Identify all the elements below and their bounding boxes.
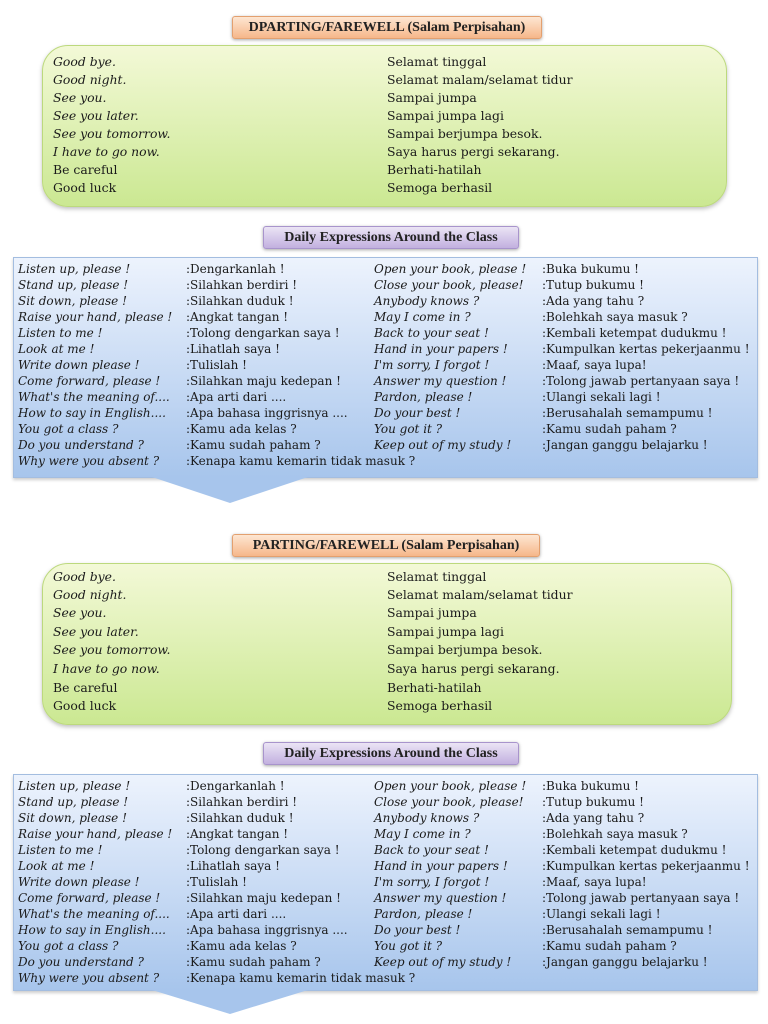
expression-row (14, 922, 757, 938)
expression-indonesian: :Silahkan berdiri ! (186, 278, 298, 292)
expression-row (14, 970, 757, 986)
farewell-english: Be careful (53, 162, 118, 177)
expression-english: What's the meaning of.... (18, 907, 170, 921)
expression-indonesian: :Kenapa kamu kemarin tidak masuk ? (186, 454, 416, 468)
farewell-indonesian: Selamat tinggal (387, 569, 487, 584)
farewell-row (43, 679, 731, 697)
expression-english: Stand up, please ! (18, 278, 129, 292)
expression-row (14, 453, 757, 469)
farewell-row (43, 161, 726, 179)
expression-english: Write down please ! (18, 358, 140, 372)
farewell-english: Good bye. (53, 569, 116, 584)
expression-row (14, 858, 757, 874)
expression-row (14, 405, 757, 421)
expression-indonesian: :Silahkan duduk ! (186, 294, 294, 308)
farewell-row (43, 604, 731, 622)
expression-indonesian: :Dengarkanlah ! (186, 262, 285, 276)
expression-indonesian: :Jangan ganggu belajarku ! (542, 955, 708, 969)
farewell-indonesian: Selamat malam/selamat tidur (387, 72, 573, 87)
farewell-indonesian: Selamat tinggal (387, 54, 487, 69)
expression-english: Listen up, please ! (18, 262, 131, 276)
expression-indonesian: :Tutup bukumu ! (542, 795, 644, 809)
expression-english: Stand up, please ! (18, 795, 129, 809)
farewell-row (43, 179, 726, 197)
farewell-row (43, 89, 726, 107)
expression-indonesian: :Maaf, saya lupa! (542, 358, 647, 372)
expression-english: You got it ? (374, 422, 443, 436)
expression-english: Keep out of my study ! (374, 438, 512, 452)
farewell-indonesian: Semoga berhasil (387, 698, 493, 713)
expression-english: Why were you absent ? (18, 971, 160, 985)
farewell-english: Be careful (53, 680, 118, 695)
expression-english: Open your book, please ! (374, 779, 527, 793)
expression-row (14, 794, 757, 810)
farewell-row (43, 53, 726, 71)
expression-indonesian: :Tolong dengarkan saya ! (186, 326, 340, 340)
farewell-row (43, 623, 731, 641)
expression-row (14, 842, 757, 858)
expression-english: You got a class ? (18, 422, 119, 436)
expression-row (14, 293, 757, 309)
expression-english: Hand in your papers ! (374, 342, 508, 356)
farewell-indonesian: Saya harus pergi sekarang. (387, 661, 560, 676)
expression-english: Answer my question ! (374, 374, 507, 388)
farewell-title: PARTING/FAREWELL (Salam Perpisahan) (232, 534, 540, 557)
expression-indonesian: :Silahkan maju kedepan ! (186, 374, 341, 388)
expression-indonesian: :Kembali ketempat dudukmu ! (542, 326, 727, 340)
expression-row (14, 874, 757, 890)
farewell-indonesian: Saya harus pergi sekarang. (387, 144, 560, 159)
expression-row (14, 341, 757, 357)
farewell-row (43, 660, 731, 678)
expression-indonesian: :Tolong jawab pertanyaan saya ! (542, 891, 740, 905)
expression-indonesian: :Ada yang tahu ? (542, 294, 645, 308)
farewell-english: Good night. (53, 587, 127, 602)
expression-indonesian: :Lihatlah saya ! (186, 859, 280, 873)
expression-row (14, 954, 757, 970)
callout-pointer (152, 477, 308, 503)
farewell-indonesian: Sampai jumpa (387, 605, 477, 620)
farewell-row (43, 641, 731, 659)
callout-pointer (152, 990, 308, 1014)
farewell-indonesian: Sampai jumpa (387, 90, 477, 105)
farewell-indonesian: Berhati-hatilah (387, 680, 482, 695)
expression-row (14, 890, 757, 906)
expression-row (14, 389, 757, 405)
expression-indonesian: :Tulislah ! (186, 875, 247, 889)
expression-indonesian: :Ada yang tahu ? (542, 811, 645, 825)
farewell-row (43, 697, 731, 715)
farewell-english: See you tomorrow. (53, 642, 171, 657)
expression-indonesian: :Kembali ketempat dudukmu ! (542, 843, 727, 857)
expression-english: Look at me ! (18, 342, 95, 356)
farewell-row (43, 143, 726, 161)
daily-expressions-box (13, 257, 758, 478)
farewell-english: Good luck (53, 698, 117, 713)
expression-indonesian: :Berusahalah semampumu ! (542, 923, 713, 937)
expression-indonesian: :Apa bahasa inggrisnya .... (186, 923, 348, 937)
expression-indonesian: :Tutup bukumu ! (542, 278, 644, 292)
expression-english: You got a class ? (18, 939, 119, 953)
expression-english: Back to your seat ! (374, 326, 489, 340)
expression-english: Sit down, please ! (18, 294, 127, 308)
expression-english: Keep out of my study ! (374, 955, 512, 969)
expression-indonesian: :Berusahalah semampumu ! (542, 406, 713, 420)
expression-indonesian: :Dengarkanlah ! (186, 779, 285, 793)
farewell-english: I have to go now. (53, 661, 160, 676)
expression-indonesian: :Buka bukumu ! (542, 262, 639, 276)
expression-indonesian: :Apa bahasa inggrisnya .... (186, 406, 348, 420)
expression-indonesian: :Silahkan berdiri ! (186, 795, 298, 809)
expression-indonesian: :Bolehkah saya masuk ? (542, 310, 688, 324)
expression-indonesian: :Silahkan maju kedepan ! (186, 891, 341, 905)
expression-english: Close your book, please! (374, 795, 524, 809)
farewell-english: Good night. (53, 72, 127, 87)
expression-row (14, 325, 757, 341)
farewell-english: See you. (53, 605, 107, 620)
expression-indonesian: :Kumpulkan kertas pekerjaanmu ! (542, 859, 750, 873)
expression-english: Raise your hand, please ! (18, 827, 173, 841)
farewell-english: I have to go now. (53, 144, 160, 159)
expression-english: Answer my question ! (374, 891, 507, 905)
farewell-english: Good bye. (53, 54, 116, 69)
expression-row (14, 437, 757, 453)
expression-english: I'm sorry, I forgot ! (374, 358, 490, 372)
expression-indonesian: :Kenapa kamu kemarin tidak masuk ? (186, 971, 416, 985)
expression-english: Listen to me ! (18, 326, 103, 340)
expression-indonesian: :Tolong dengarkan saya ! (186, 843, 340, 857)
expression-row (14, 277, 757, 293)
expression-indonesian: :Kumpulkan kertas pekerjaanmu ! (542, 342, 750, 356)
expression-indonesian: :Maaf, saya lupa! (542, 875, 647, 889)
expression-indonesian: :Kamu sudah paham ? (542, 422, 677, 436)
expression-english: Do you understand ? (18, 955, 144, 969)
expression-indonesian: :Jangan ganggu belajarku ! (542, 438, 708, 452)
farewell-row (43, 568, 731, 586)
expression-english: What's the meaning of.... (18, 390, 170, 404)
expression-english: May I come in ? (374, 310, 471, 324)
expression-english: Close your book, please! (374, 278, 524, 292)
expression-english: May I come in ? (374, 827, 471, 841)
expression-row (14, 373, 757, 389)
farewell-english: Good luck (53, 180, 117, 195)
expression-row (14, 421, 757, 437)
expression-indonesian: :Kamu ada kelas ? (186, 939, 297, 953)
farewell-row (43, 107, 726, 125)
expression-english: How to say in English.... (18, 923, 166, 937)
expression-english: Do your best ! (374, 406, 461, 420)
expression-row (14, 309, 757, 325)
farewell-title: DPARTING/FAREWELL (Salam Perpisahan) (232, 16, 542, 39)
farewell-indonesian: Sampai berjumpa besok. (387, 126, 543, 141)
expression-english: I'm sorry, I forgot ! (374, 875, 490, 889)
expression-english: Why were you absent ? (18, 454, 160, 468)
farewell-row (43, 125, 726, 143)
farewell-indonesian: Sampai jumpa lagi (387, 108, 504, 123)
farewell-indonesian: Sampai berjumpa besok. (387, 642, 543, 657)
farewell-indonesian: Sampai jumpa lagi (387, 624, 504, 639)
expression-english: Back to your seat ! (374, 843, 489, 857)
expression-english: Open your book, please ! (374, 262, 527, 276)
farewell-english: See you later. (53, 624, 139, 639)
farewell-indonesian: Selamat malam/selamat tidur (387, 587, 573, 602)
expression-indonesian: :Kamu sudah paham ? (186, 955, 321, 969)
expression-english: Anybody knows ? (374, 811, 480, 825)
expression-row (14, 938, 757, 954)
farewell-english: See you tomorrow. (53, 126, 171, 141)
expression-indonesian: :Ulangi sekali lagi ! (542, 907, 661, 921)
expression-indonesian: :Ulangi sekali lagi ! (542, 390, 661, 404)
expression-indonesian: :Kamu sudah paham ? (186, 438, 321, 452)
expression-english: Come forward, please ! (18, 891, 161, 905)
expression-indonesian: :Tolong jawab pertanyaan saya ! (542, 374, 740, 388)
expression-english: Write down please ! (18, 875, 140, 889)
expression-english: Look at me ! (18, 859, 95, 873)
farewell-box (42, 563, 732, 725)
expression-english: Pardon, please ! (374, 390, 473, 404)
farewell-box (42, 45, 727, 207)
expression-english: Anybody knows ? (374, 294, 480, 308)
expression-english: Hand in your papers ! (374, 859, 508, 873)
daily-expressions-title: Daily Expressions Around the Class (263, 742, 519, 765)
farewell-indonesian: Berhati-hatilah (387, 162, 482, 177)
expression-indonesian: :Lihatlah saya ! (186, 342, 280, 356)
expression-english: Listen to me ! (18, 843, 103, 857)
farewell-row (43, 71, 726, 89)
farewell-indonesian: Semoga berhasil (387, 180, 493, 195)
expression-indonesian: :Apa arti dari .... (186, 390, 287, 404)
expression-indonesian: :Tulislah ! (186, 358, 247, 372)
expression-row (14, 826, 757, 842)
expression-indonesian: :Apa arti dari .... (186, 907, 287, 921)
expression-indonesian: :Kamu sudah paham ? (542, 939, 677, 953)
expression-english: Come forward, please ! (18, 374, 161, 388)
expression-english: Sit down, please ! (18, 811, 127, 825)
expression-english: Do you understand ? (18, 438, 144, 452)
expression-indonesian: :Buka bukumu ! (542, 779, 639, 793)
expression-row (14, 778, 757, 794)
farewell-english: See you. (53, 90, 107, 105)
daily-expressions-box (13, 774, 758, 991)
farewell-english: See you later. (53, 108, 139, 123)
expression-row (14, 906, 757, 922)
expression-english: Listen up, please ! (18, 779, 131, 793)
expression-english: Do your best ! (374, 923, 461, 937)
expression-english: Raise your hand, please ! (18, 310, 173, 324)
expression-row (14, 261, 757, 277)
expression-row (14, 810, 757, 826)
farewell-row (43, 586, 731, 604)
expression-indonesian: :Bolehkah saya masuk ? (542, 827, 688, 841)
expression-indonesian: :Angkat tangan ! (186, 310, 289, 324)
daily-expressions-title: Daily Expressions Around the Class (263, 226, 519, 249)
expression-english: How to say in English.... (18, 406, 166, 420)
expression-row (14, 357, 757, 373)
expression-indonesian: :Silahkan duduk ! (186, 811, 294, 825)
expression-indonesian: :Angkat tangan ! (186, 827, 289, 841)
expression-english: You got it ? (374, 939, 443, 953)
expression-english: Pardon, please ! (374, 907, 473, 921)
expression-indonesian: :Kamu ada kelas ? (186, 422, 297, 436)
